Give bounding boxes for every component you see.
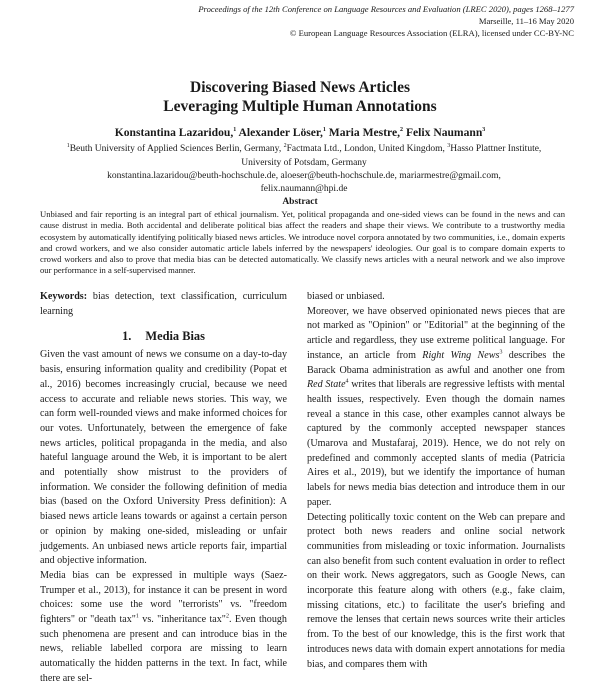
- author-name: Alexander Löser,: [238, 126, 323, 139]
- body-paragraph: [40, 569, 287, 687]
- author-name: Konstantina Lazaridou,: [114, 126, 234, 139]
- body-paragraph: [307, 305, 565, 511]
- right-column: [307, 290, 565, 672]
- paragraph-text: Media bias can be expressed in multiple ways (Saez-Trumper et al., 2013), for instance it can be present in word choices: some use the word "terrorists" vs. "freedom fighters" or "death tax": [40, 569, 287, 626]
- abstract-heading: Abstract: [282, 197, 318, 207]
- paragraph-text: Moreover, we have observed opinionated news pieces that are not marked as "Opinion" or "Editorial" at the beginning of the article and regardless, they use extreme political language. For instance, an article from: [307, 305, 565, 361]
- affiliation-line-2: University of Potsdam, Germany: [241, 157, 367, 168]
- affiliations: [34, 143, 574, 170]
- keywords-label: Keywords:: [40, 291, 88, 302]
- title-line-2: Leveraging Multiple Human Annotations: [163, 97, 437, 115]
- body-paragraph: Detecting politically toxic content on the Web can prepare and protect both news readers and online social network communities from misleading or toxic information. Journalists can also benefit from such content evaluation in order to reflect on their work. News aggregators, such as Google News, can incorporate this feature along with others (e.g., fake claim, missing citations, etc.) to facilitate the user's briefing and remove the lenses that certain news sources write their articles from. To the best of our knowledge, this is the first work that introduces news data with domain expert annotations for media bias, and compares them with: [307, 511, 565, 670]
- footnote-mark[interactable]: 3: [499, 349, 503, 356]
- author-affiliation-mark: 3: [482, 127, 486, 134]
- section-heading: [40, 328, 287, 344]
- affiliation-mark: 2: [283, 142, 287, 149]
- abstract-text: Unbiased and fair reporting is an integral part of ethical journalism. Yet, political propaganda and one-sided views can be found in the news and can cause distrust in media. Both accidental and deliberate political bias affect the readers and shape their views. We contribute to a trustworthy media ecosystem by automatically identifying politically biased news articles. We introduce novel corpora annotated by two communities, i.e., domain experts and crowd workers, and we also consider automatic article labels inferred by the newspapers' ideologies. Our goal is to compare domain experts to crowd workers and also to prove that media bias can be detected automatically. We classify news articles with a neural network and we also improve our performance in a self-supervised manner.: [40, 209, 565, 276]
- left-column: [40, 290, 287, 687]
- paper-title: [0, 79, 600, 116]
- author-emails: [34, 170, 574, 196]
- keywords: [40, 290, 287, 319]
- paragraph-text: . Even though such phenomena are present and can introduce bias in the news, reliable labelled corpora are missing to learn automatically the hidden patterns in the text. In fact, while there are sel-: [40, 614, 287, 684]
- title-line-1: Discovering Biased News Articles: [190, 79, 410, 96]
- emails-line-1[interactable]: konstantina.lazaridou@beuth-hochschule.de, aloeser@beuth-hochschule.de, mariarmestre@gmail.com,: [107, 171, 501, 181]
- emails-line-2[interactable]: felix.naumann@hpi.de: [260, 184, 348, 195]
- author-list: [0, 126, 600, 140]
- author-affiliation-mark: 1: [322, 127, 326, 134]
- keywords-text: bias detection, text classification, curriculum learning: [40, 291, 287, 317]
- footnote-mark[interactable]: 2: [225, 613, 229, 620]
- proceedings-line: Proceedings of the 12th Conference on Language Resources and Evaluation (LREC 2020), pages 1268–1277: [198, 4, 574, 14]
- footnote-mark[interactable]: 1: [135, 613, 139, 620]
- affiliation-line-1: [34, 143, 574, 157]
- section-number: 1.: [122, 329, 132, 344]
- paragraph-text: describes the Barack Obama administration as awful and another one from: [307, 349, 565, 376]
- affiliation-mark: 1: [66, 142, 70, 149]
- source-name: Right Wing News: [422, 349, 500, 361]
- source-name: Red State: [307, 379, 346, 391]
- affiliation-text: Hasso Plattner Institute,: [450, 144, 542, 154]
- footnote-mark[interactable]: 4: [345, 378, 349, 385]
- paragraph-text: vs. "inheritance tax": [138, 614, 226, 626]
- affiliation-text: Beuth University of Applied Sciences Berlin, Germany,: [69, 144, 284, 154]
- page-header: [198, 3, 574, 39]
- body-paragraph: biased or unbiased.: [307, 291, 385, 302]
- author-affiliation-mark: 2: [400, 127, 404, 134]
- affiliation-mark: 3: [447, 142, 451, 149]
- body-paragraph: Given the vast amount of news we consume on a day-to-day basis, ensuring information quality and credibility (Popat et al., 2016) becomes increasingly crucial, because we need access to accurate and reliable news stories. This way, we can form well-rounded views and make informed choices for our votes. Unfortunately, between the emergence of fake news articles, political propaganda in the media, and also hateful language around the Web, it is important to be alert and potentially show mistrust to the providers of information. We consider the following definition of media bias (based on the Oxford University Press definition): A biased news article leans towards or against a certain person or opinion by making one-sided, misleading or unfair judgements. An unbiased news article reports fair, impartial and objective information.: [40, 349, 287, 567]
- affiliation-text: Factmata Ltd., London, United Kingdom,: [286, 144, 448, 154]
- author-affiliation-mark: 1: [233, 127, 237, 134]
- location-date-line: Marseille, 11–16 May 2020: [478, 16, 574, 26]
- copyright-line: © European Language Resources Association (ELRA), licensed under CC-BY-NC: [289, 28, 574, 38]
- author-name: Maria Mestre,: [328, 126, 401, 139]
- author-name: Felix Naumann: [405, 126, 483, 139]
- paragraph-text: writes that liberals are regressive leftists with mental health issues, respectively. Even though the domain names reveal a stance in this case, other examples cannot always be captured by the commonly accepted newspaper stances (Umarova and Mustafaraj, 2019). Hence, we do not rely on predefined and commonly accepted slants of media (Patricia Aires et al., 2019), but we identify the importance of human labels for news media bias detection and introduce them in our paper.: [307, 379, 565, 508]
- section-title: Media Bias: [145, 329, 205, 344]
